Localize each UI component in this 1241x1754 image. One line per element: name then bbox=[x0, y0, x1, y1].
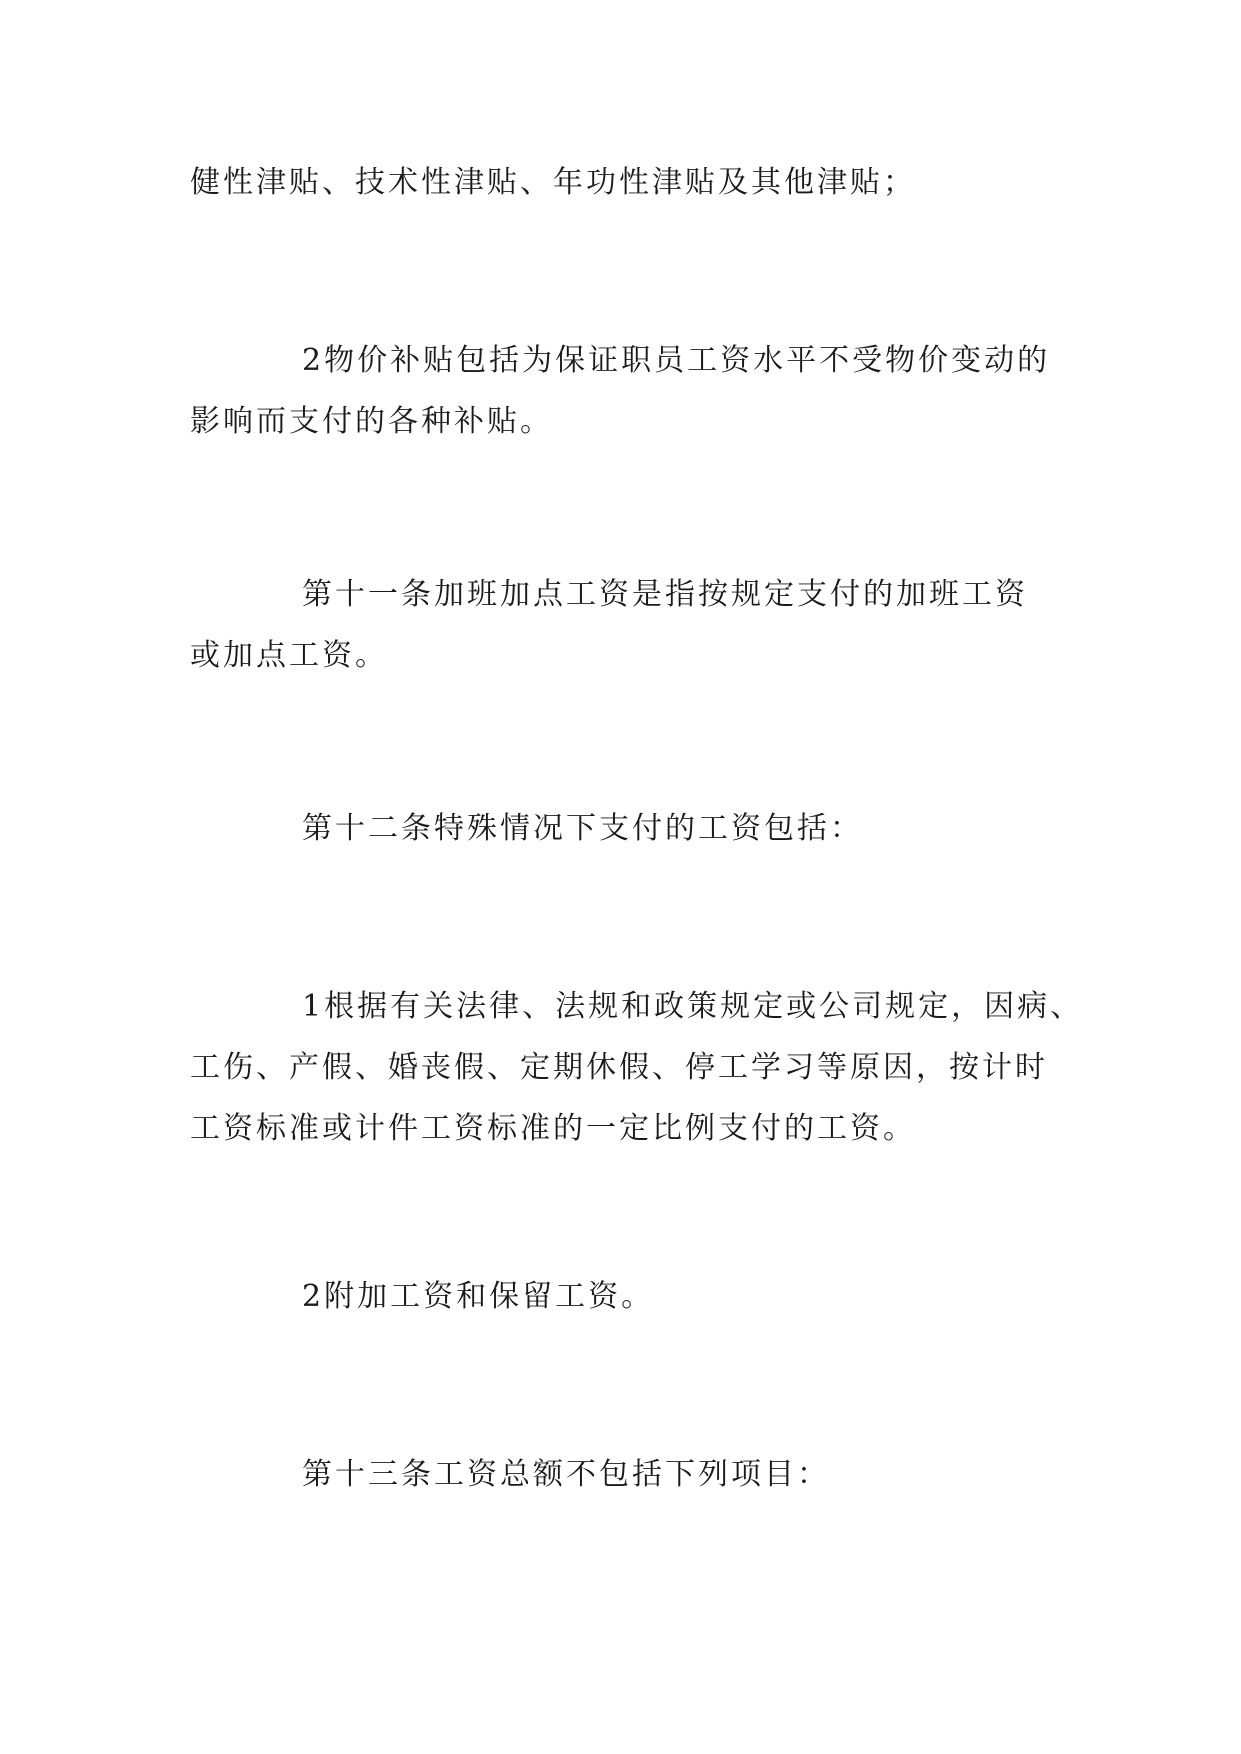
text-line: 第十一条加班加点工资是指按规定支付的加班工资 bbox=[302, 577, 1028, 612]
text-line: 第十二条特殊情况下支付的工资包括： bbox=[302, 811, 863, 846]
text-line: 工伤、产假、婚丧假、定期休假、停工学习等原因，按计时 bbox=[190, 1050, 1048, 1085]
paragraph-price-subsidy bbox=[190, 330, 1050, 452]
text-line: 或加点工资。 bbox=[190, 638, 388, 673]
text-line: 2物价补贴包括为保证职员工资水平不受物价变动的 bbox=[302, 343, 1051, 378]
text-line: 第十三条工资总额不包括下列项目： bbox=[302, 1457, 830, 1492]
text-line: 2附加工资和保留工资。 bbox=[302, 1279, 655, 1314]
text-line: 影响而支付的各种补贴。 bbox=[190, 404, 553, 439]
text-line: 1根据有关法律、法规和政策规定或公司规定，因病、 bbox=[302, 989, 1084, 1024]
text-line: 健性津贴、技术性津贴、年功性津贴及其他津贴； bbox=[190, 165, 916, 200]
paragraph-article-13 bbox=[190, 1444, 1050, 1505]
text-line: 工资标准或计件工资标准的一定比例支付的工资。 bbox=[190, 1111, 916, 1146]
paragraph-special-wages-2 bbox=[190, 1266, 1050, 1327]
paragraph-article-11 bbox=[190, 564, 1050, 686]
paragraph-allowances-continued bbox=[190, 152, 1050, 213]
paragraph-article-12 bbox=[190, 798, 1050, 859]
paragraph-special-wages-1 bbox=[190, 976, 1084, 1159]
